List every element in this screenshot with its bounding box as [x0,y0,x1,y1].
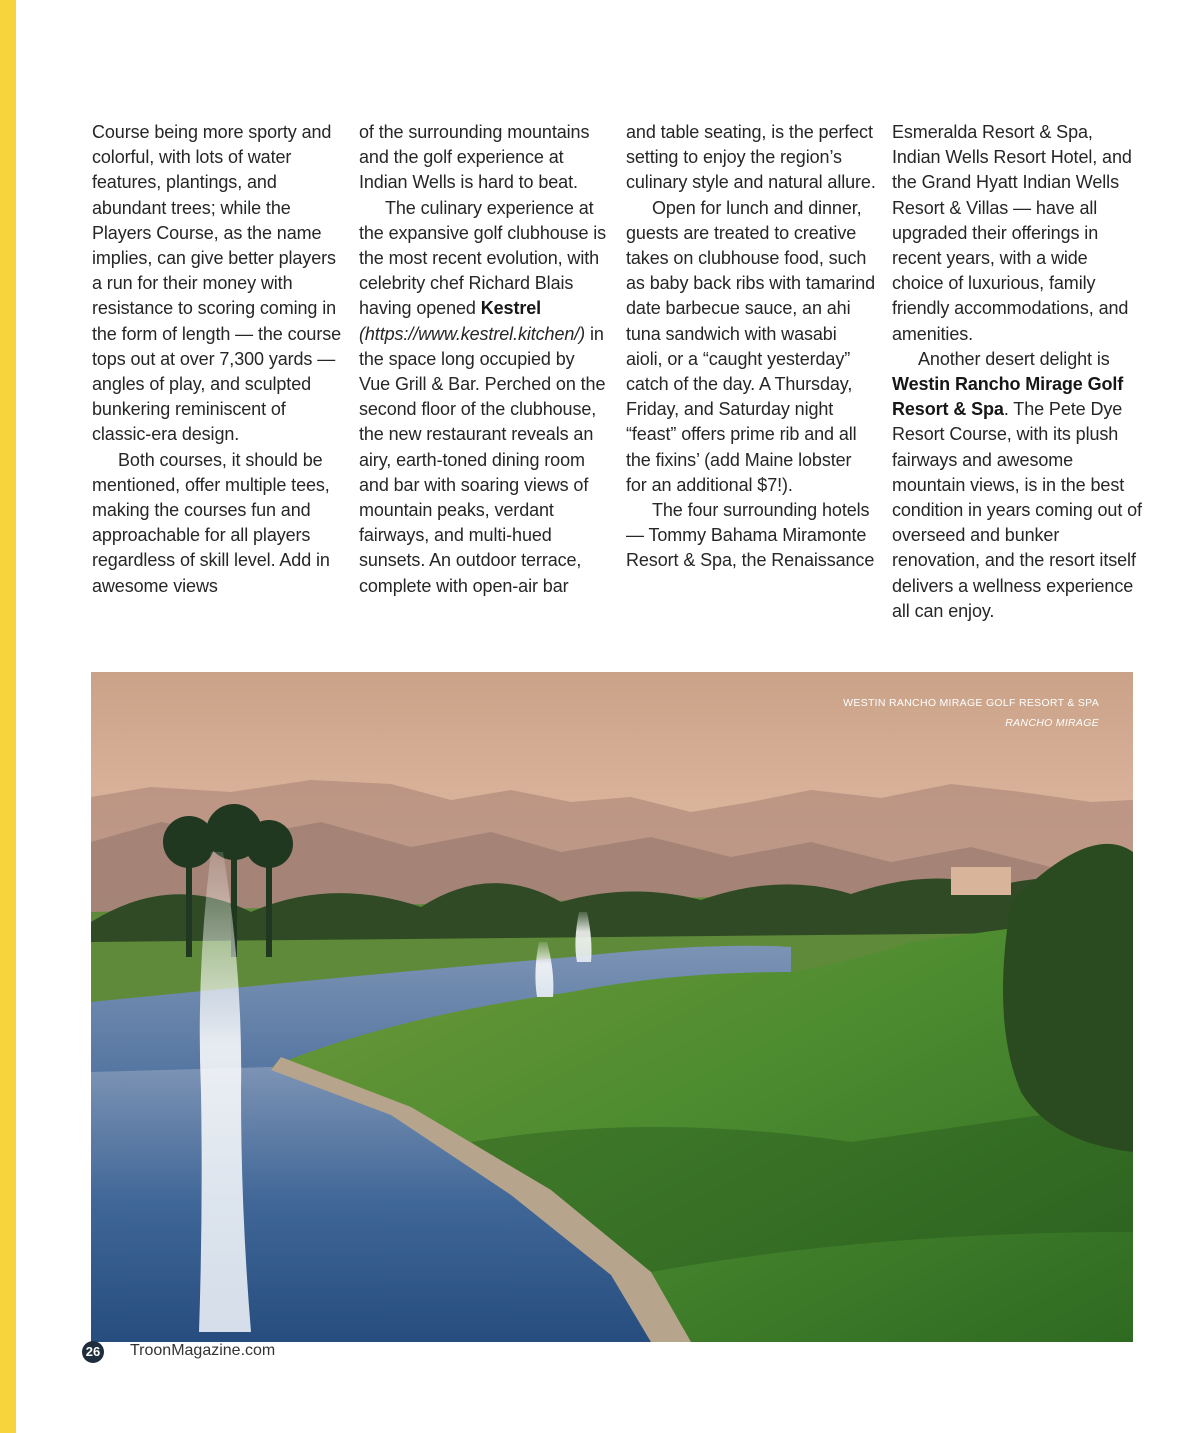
paragraph [892,347,1142,624]
text-run: The culinary experience at the expansive golf clubhouse is the most recent evolution, with celebrity chef Richard Blais having opened [359,197,607,319]
article-column-4 [892,120,1142,624]
text-run: in the space long occupied by Vue Grill & Bar. Perched on the second floor of the clubhouse, the new restaurant reveals an airy, earth-toned dining room and bar with soaring views of mountain peaks, verdant fairways, and multi-hued sunsets. An outdoor terrace, complete with open-air bar [359,323,606,596]
paragraph: Esmeralda Resort & Spa, Indian Wells Resort Hotel, and the Grand Hyatt Indian Wells Resort & Villas — have all upgraded their offerings in recent years, with a wide choice of luxurious, family friendly accommodations, and amenities. [892,122,1132,344]
article-column-3 [626,120,876,574]
paragraph: Both courses, it should be mentioned, offer multiple tees, making the courses fun and approachable for all players regardless of skill level. Add in awesome views [92,449,330,596]
text-run: . The Pete Dye Resort Course, with its plush fairways and awesome mountain views, is in the best condition in years coming out of overseed and bunker renovation, and the resort itself delivers a wellness experience all can enjoy. [892,399,1142,621]
article-body [92,120,1142,640]
site-url[interactable]: TroonMagazine.com [130,1342,276,1359]
yellow-accent-bar [0,0,16,1433]
paragraph: and table seating, is the perfect setting to enjoy the region’s culinary style and natural allure. [626,122,876,193]
paragraph: of the surrounding mountains and the golf experience at Indian Wells is hard to beat. [359,122,590,193]
article-column-1 [92,120,342,599]
restaurant-url[interactable]: (https://www.kestrel.kitchen/) [359,323,586,344]
photo-caption [843,693,1099,733]
caption-title: WESTIN RANCHO MIRAGE GOLF RESORT & SPA [843,697,1099,709]
golf-course-photo [91,672,1133,1342]
caption-location: RANCHO MIRAGE [1005,717,1099,729]
paragraph [359,196,609,599]
paragraph: Open for lunch and dinner, guests are treated to creative takes on clubhouse food, such as baby back ribs with tamarind date barbecue sauce, an ahi tuna sandwich with wasabi aioli, or a “caught yesterday” catch of the day. A Thursday, Friday, and Saturday night “feast” offers prime rib and all the fixins’ (add Maine lobster for an additional $7!). [626,197,876,495]
paragraph: Course being more sporty and colorful, with lots of water features, plantings, and abundant trees; while the Players Course, as the name implies, can give better players a run for their money with resistance to scoring coming in the form of length — the course tops out at over 7,300 yards — angles of play, and sculpted bunkering reminiscent of classic-era design. [92,122,342,445]
article-column-2 [359,120,609,599]
text-run: Another desert delight is [918,348,1110,369]
golf-course-illustration [91,672,1133,1342]
resort-name: Westin Rancho Mirage Golf Resort & Spa [892,374,1124,420]
clubhouse [951,867,1011,895]
restaurant-name: Kestrel [480,298,542,319]
paragraph: The four surrounding hotels — Tommy Bahama Miramonte Resort & Spa, the Renaissance [626,500,875,571]
page-number-badge: 26 [82,1341,104,1363]
